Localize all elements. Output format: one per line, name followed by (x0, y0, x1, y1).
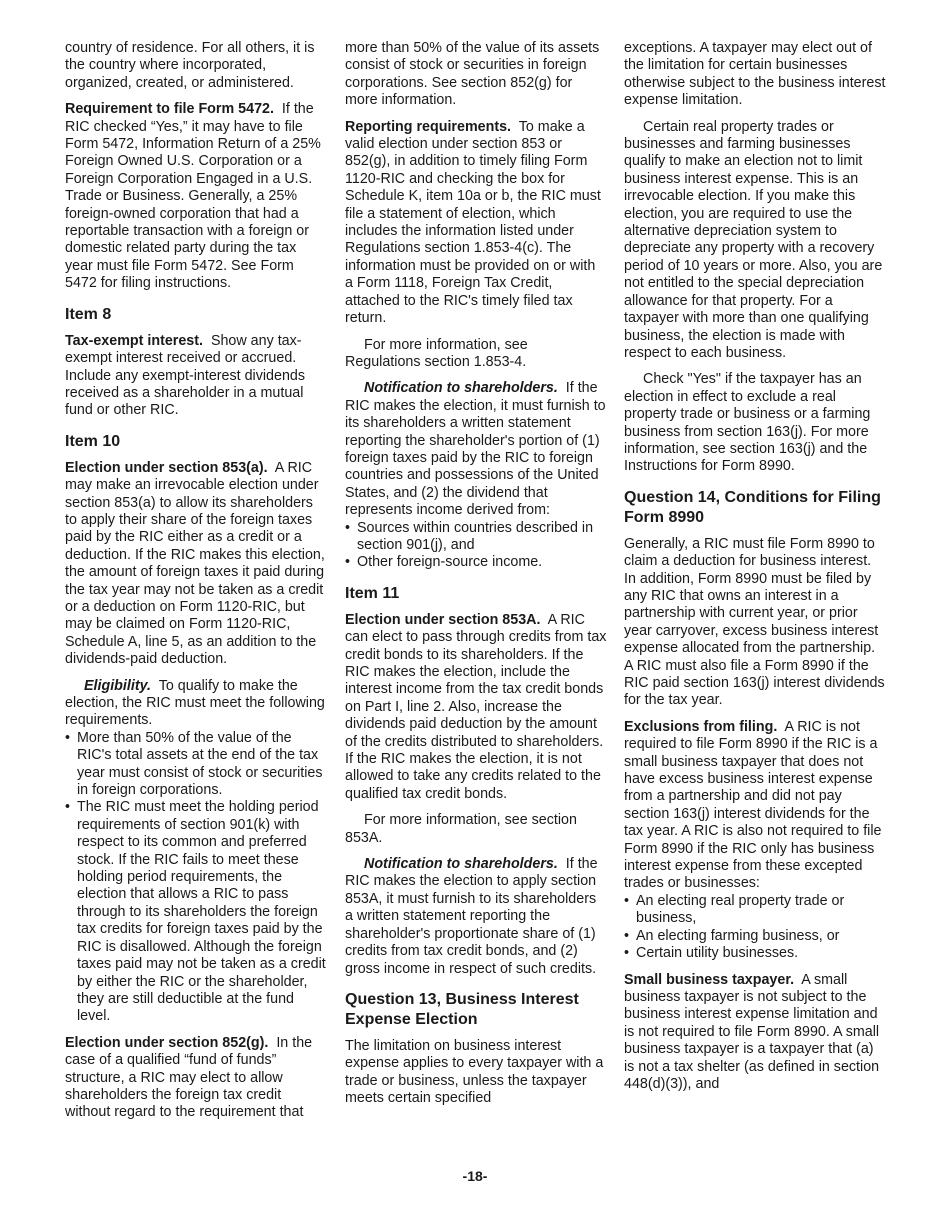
paragraph-text: To qualify to make the election, the RIC must meet the following requirements. (65, 677, 325, 729)
list-item: • More than 50% of the value of the RIC's total assets at the end of the tax year must consist of stock or securities in foreign corporations. (65, 730, 327, 800)
paragraph-text: In the case of a qualified “fund of funds” structure, a RIC may elect to allow shareholders the foreign tax credit without regard to the requirement that (65, 1034, 313, 1121)
bullet-list (624, 893, 886, 963)
run-in-heading: Election under section 852(g). (65, 1034, 269, 1051)
paragraph: Generally, a RIC must file Form 8990 to claim a deduction for business interest. In addition, Form 8990 must be filed by any RIC that owns an interest in a partnership with current year, or prior year carryover, excess business interest expense allocated from the partnership. A RIC must also file a Form 8990 if the RIC paid section 163(j) interest dividends for the tax year. (624, 535, 885, 709)
run-in-heading: Election under section 853(a). (65, 459, 268, 476)
list-item: • An electing farming business, or (624, 928, 886, 945)
paragraph-reporting-requirements (345, 119, 607, 328)
paragraph-text: Show any tax-exempt interest received or accrued. Include any exempt-interest dividends received as a shareholder in a mutual fund or other RIC. (65, 332, 306, 419)
section-heading-item-10: Item 10 (65, 432, 121, 450)
run-in-heading: Election under section 853A. (345, 611, 541, 628)
paragraph: exceptions. A taxpayer may elect out of the limitation for certain businesses otherwise subject to the business interest expense limitation. (624, 40, 886, 109)
bullet-list (345, 520, 607, 572)
column-2 (345, 40, 607, 1117)
run-in-heading: Eligibility. (84, 677, 151, 694)
paragraph-text: To make a valid election under section 853 or 852(g), in addition to timely filing Form 1120-RIC and checking the box for Schedule K, item 10a or b, the RIC must file a statement of election, which includes the information listed under Regulations section 1.853-4(c). The information must be provided on or with a Form 1118, Foreign Tax Credit, attached to the RIC's timely filed tax return. (345, 118, 601, 327)
paragraph: Certain real property trades or businesses and farming businesses qualify to make an election not to limit business interest expense. This is an irrevocable election. If you make this election, you are required to use the alternative depreciation system to depreciate any property with a recovery period of 10 years or more. Also, you are not entitled to the special depreciation allowance for that property. For a taxpayer with more than one qualifying business, the election is made with respect to each business. (624, 118, 883, 361)
paragraph-small-business-taxpayer (624, 972, 886, 1094)
paragraph-text: A RIC is not required to file Form 8990 if the RIC is a small business taxpayer that does not have excess business interest expense from a partnership and did not pay section 163(j) interest dividends for the tax year. A RIC is also not required to file Form 8990 if the RIC only has business interest expense from these excepted trades or businesses: (624, 718, 882, 892)
paragraph: Check "Yes" if the taxpayer has an election in effect to exclude a real property trade or business or a farming business from section 163(j). For more information, see section 163(j) and the Instructions for Form 8990. (624, 371, 871, 475)
paragraph-election-853A (345, 612, 607, 803)
section-heading-item-11: Item 11 (345, 584, 400, 602)
paragraph-tax-exempt-interest (65, 333, 327, 420)
page-number: -18- (462, 1168, 488, 1184)
paragraph: For more information, see section 853A. (345, 812, 577, 846)
paragraph-notification-shareholders-2 (345, 856, 607, 978)
column-3 (624, 40, 886, 1102)
run-in-heading: Small business taxpayer. (624, 971, 795, 988)
section-heading-question-14: Question 14, Conditions for Filing Form 8990 (624, 488, 881, 526)
bullet-list (65, 730, 327, 1026)
run-in-heading: Reporting requirements. (345, 118, 512, 135)
paragraph-text: A RIC can elect to pass through credits from tax credit bonds to its shareholders. If the RIC makes the election, include the interest income from the tax credit bonds on Part I, line 2. Also, increase the dividends paid deduction by the amount of the credits distributed to shareholders. If the RIC makes the election, it is not allowed to take any credits related to the qualified tax credit bonds. (345, 611, 607, 802)
list-item: • Certain utility businesses. (624, 945, 886, 962)
run-in-heading: Notification to shareholders. (364, 856, 558, 873)
paragraph-text: If the RIC makes the election to apply section 853A, it must furnish to its shareholders a written statement reporting the shareholder's proportionate share of (1) credits from tax credit bonds, and (2) gross income in respect of such credits. (345, 856, 598, 977)
list-item: • The RIC must meet the holding period requirements of section 901(k) with respect to its common and preferred stock. If the RIC fails to meet these holding period requirements, the election that allows a RIC to pass through to its shareholders the foreign tax credits for foreign taxes paid by the RIC is disallowed. Although the foreign taxes paid may not be taken as a credit by either the RIC or the shareholder, they are still deductible at the fund level. (65, 799, 327, 1025)
run-in-heading: Tax-exempt interest. (65, 332, 203, 349)
paragraph: country of residence. For all others, it is the country where incorporated, organized, created, or administered. (65, 40, 315, 91)
run-in-heading: Requirement to file Form 5472. (65, 101, 274, 118)
paragraph-election-853a (65, 460, 327, 669)
section-heading-item-8: Item 8 (65, 305, 112, 323)
paragraph-exclusions-from-filing (624, 719, 886, 893)
list-item: • Other foreign-source income. (345, 554, 607, 571)
paragraph-text: A RIC may make an irrevocable election under section 853(a) to allow its shareholders to apply their share of the foreign taxes paid by the RIC either as a credit or a deduction. If the RIC makes this election, the amount of foreign taxes it paid during the tax year may not be taken as a credit or a deduction on Form 1120-RIC, but may be claimed on Form 1120-RIC, Schedule A, line 5, as an addition to the dividends-paid deduction. (65, 459, 325, 668)
list-item: • An electing real property trade or business, (624, 893, 886, 928)
paragraph: The limitation on business interest expense applies to every taxpayer with a trade or business, unless the taxpayer meets certain specified (345, 1037, 604, 1107)
paragraph-text: A small business taxpayer is not subject to the business interest expense limitation and is not required to file Form 8990. A small business taxpayer is a taxpayer that (a) is not a tax shelter (as defined in section 448(d)(3)), and (624, 971, 880, 1092)
column-1 (65, 40, 327, 1131)
paragraph-election-852g (65, 1035, 327, 1122)
list-item: • Sources within countries described in section 901(j), and (345, 520, 607, 555)
run-in-heading: Notification to shareholders. (364, 380, 558, 397)
paragraph: more than 50% of the value of its assets consist of stock or securities in foreign corporations. See section 852(g) for more information. (345, 40, 600, 109)
paragraph-text: If the RIC makes the election, it must furnish to its shareholders a written statement reporting the shareholder's portion of (1) foreign taxes paid by the RIC to foreign countries and possessions of the United States, and (2) the dividend that represents income derived from: (345, 380, 606, 519)
section-heading-question-13: Question 13, Business Interest Expense Election (345, 990, 579, 1028)
run-in-heading: Exclusions from filing. (624, 718, 778, 735)
paragraph-requirement-5472 (65, 101, 327, 292)
paragraph: For more information, see Regulations section 1.853-4. (345, 336, 528, 370)
paragraph-text: If the RIC checked “Yes,” it may have to file Form 5472, Information Return of a 25% Foreign Owned U.S. Corporation or a Foreign Corporation Engaged in a U.S. Trade or Business. Generally, a 25% foreign-owned corporation that had a reportable transaction with a foreign or domestic related party during the tax year must file Form 5472. See Form 5472 for filing instructions. (65, 101, 321, 292)
paragraph-eligibility (65, 678, 327, 730)
paragraph-notification-shareholders (345, 380, 607, 519)
